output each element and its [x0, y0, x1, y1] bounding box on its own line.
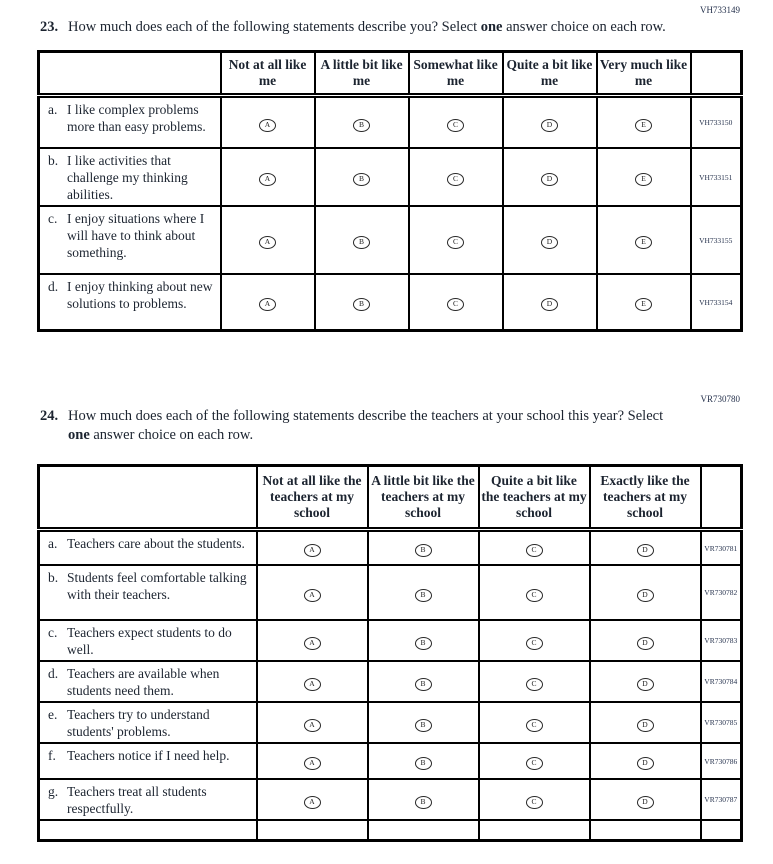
column-header-not-at-all: Not at all like the teachers at my school	[257, 465, 368, 529]
option-cell	[590, 702, 701, 743]
option-cell	[590, 779, 701, 820]
table-row	[39, 565, 742, 620]
option-cell	[479, 661, 590, 702]
option-cell	[315, 95, 409, 148]
row-code: VR730781	[701, 529, 742, 565]
answer-bubble-a[interactable]: A	[304, 544, 321, 557]
option-cell	[257, 702, 368, 743]
answer-bubble-c[interactable]: C	[526, 757, 543, 770]
question-number: 24.	[40, 407, 59, 424]
table-row	[39, 529, 742, 565]
answer-bubble-a[interactable]: A	[259, 173, 276, 186]
answer-bubble-b[interactable]: B	[415, 678, 432, 691]
row-code: VR730787	[701, 779, 742, 820]
accession-code-q23: VH733149	[700, 5, 740, 15]
statement-text: I enjoy thinking about new solutions to problems.	[67, 279, 213, 312]
answer-bubble-b[interactable]: B	[415, 796, 432, 809]
row-code: VR730784	[701, 661, 742, 702]
answer-bubble-b[interactable]: B	[415, 757, 432, 770]
option-cell	[479, 743, 590, 779]
question-23-prompt	[40, 18, 773, 37]
row-letter: c.	[48, 211, 58, 227]
row-code: VH733151	[691, 148, 742, 206]
statement-cell	[39, 95, 221, 148]
answer-bubble-c[interactable]: C	[526, 719, 543, 732]
answer-bubble-a[interactable]: A	[304, 589, 321, 602]
option-cell	[221, 206, 315, 274]
option-cell	[368, 661, 479, 702]
answer-bubble-b[interactable]: B	[415, 719, 432, 732]
row-code: VH733150	[691, 95, 742, 148]
answer-bubble-b[interactable]: B	[353, 236, 370, 249]
answer-bubble-b[interactable]: B	[353, 119, 370, 132]
answer-bubble-c[interactable]: C	[447, 236, 464, 249]
table-row	[39, 661, 742, 702]
option-cell	[597, 206, 691, 274]
row-letter: b.	[48, 153, 59, 169]
statement-text: Teachers treat all students respectfully.	[67, 784, 207, 817]
answer-bubble-a[interactable]: A	[304, 757, 321, 770]
option-cell	[257, 661, 368, 702]
answer-bubble-e[interactable]: E	[635, 119, 652, 132]
question-text	[68, 407, 668, 445]
answer-bubble-c[interactable]: C	[526, 678, 543, 691]
code-column-header	[701, 465, 742, 529]
answer-bubble-b[interactable]: B	[353, 173, 370, 186]
option-cell	[315, 206, 409, 274]
clipped-cell	[590, 820, 701, 840]
option-cell	[503, 95, 597, 148]
table-row	[39, 779, 742, 820]
answer-bubble-c[interactable]: C	[447, 173, 464, 186]
answer-bubble-b[interactable]: B	[415, 544, 432, 557]
option-cell	[368, 529, 479, 565]
clipped-cell	[257, 820, 368, 840]
option-cell	[257, 743, 368, 779]
question-text	[68, 18, 668, 37]
answer-bubble-d[interactable]: D	[541, 298, 558, 311]
option-cell	[257, 529, 368, 565]
row-letter: e.	[48, 707, 58, 723]
column-header-exactly-like: Exactly like the teachers at my school	[590, 465, 701, 529]
answer-bubble-a[interactable]: A	[304, 637, 321, 650]
statement-text: Students feel comfortable talking with their teachers.	[67, 570, 247, 603]
statement-cell	[39, 702, 257, 743]
table-row	[39, 148, 742, 206]
option-cell	[368, 702, 479, 743]
answer-bubble-b[interactable]: B	[353, 298, 370, 311]
answer-bubble-b[interactable]: B	[415, 589, 432, 602]
option-cell	[590, 565, 701, 620]
clipped-row	[39, 820, 742, 840]
column-header-not-at-all: Not at all like me	[221, 51, 315, 95]
option-cell	[315, 274, 409, 330]
answer-bubble-d[interactable]: D	[637, 637, 654, 650]
row-code: VR730783	[701, 620, 742, 661]
prompt-start: How much does each of the following statements describe the teachers at your school this year? Select	[68, 407, 664, 424]
row-letter: f.	[48, 748, 56, 764]
option-cell	[257, 779, 368, 820]
option-cell	[315, 148, 409, 206]
option-cell	[590, 620, 701, 661]
answer-bubble-d[interactable]: D	[541, 119, 558, 132]
answer-bubble-d[interactable]: D	[637, 796, 654, 809]
option-cell	[479, 529, 590, 565]
answer-bubble-d[interactable]: D	[541, 173, 558, 186]
prompt-bold: one	[68, 426, 90, 443]
clipped-cell	[479, 820, 590, 840]
statement-text: I like complex problems more than easy problems.	[67, 101, 206, 134]
answer-bubble-a[interactable]: A	[259, 298, 276, 311]
option-cell	[479, 620, 590, 661]
statement-text: Teachers are available when students need them.	[67, 666, 220, 699]
statement-cell	[39, 565, 257, 620]
row-letter: c.	[48, 625, 58, 641]
question-24-section	[0, 394, 773, 842]
answer-bubble-c[interactable]: C	[526, 637, 543, 650]
answer-bubble-c[interactable]: C	[526, 796, 543, 809]
answer-bubble-c[interactable]: C	[447, 298, 464, 311]
option-cell	[221, 148, 315, 206]
column-header-very-much: Very much like me	[597, 51, 691, 95]
column-header-quite-a-bit: Quite a bit like me	[503, 51, 597, 95]
statement-column-header	[39, 51, 221, 95]
statement-text: I enjoy situations where I will have to think about something.	[67, 211, 205, 261]
row-code: VR730782	[701, 565, 742, 620]
row-letter: g.	[48, 784, 59, 800]
question-24-prompt	[40, 407, 773, 445]
answer-bubble-e[interactable]: E	[635, 173, 652, 186]
answer-bubble-a[interactable]: A	[304, 678, 321, 691]
code-column-header	[691, 51, 742, 95]
accession-code-q24: VR730780	[700, 393, 740, 404]
column-header-a-little-bit: A little bit like me	[315, 51, 409, 95]
question-23-section	[0, 5, 773, 332]
option-cell	[221, 274, 315, 330]
statement-cell	[39, 148, 221, 206]
prompt-end: answer choice on each row.	[502, 19, 666, 35]
statement-cell	[39, 661, 257, 702]
option-cell	[503, 148, 597, 206]
answer-bubble-b[interactable]: B	[415, 637, 432, 650]
answer-bubble-d[interactable]: D	[637, 589, 654, 602]
answer-bubble-c[interactable]: C	[447, 119, 464, 132]
statement-cell	[39, 529, 257, 565]
option-cell	[479, 702, 590, 743]
header-row	[39, 51, 742, 95]
answer-bubble-d[interactable]: D	[637, 719, 654, 732]
option-cell	[409, 148, 503, 206]
option-cell	[479, 779, 590, 820]
statement-text: Teachers care about the students.	[67, 535, 245, 551]
statement-cell	[39, 779, 257, 820]
option-cell	[409, 95, 503, 148]
column-header-quite-a-bit: Quite a bit like the teachers at my school	[479, 465, 590, 529]
clipped-cell	[368, 820, 479, 840]
option-cell	[409, 274, 503, 330]
option-cell	[368, 565, 479, 620]
answer-bubble-a[interactable]: A	[304, 719, 321, 732]
row-letter: d.	[48, 666, 59, 682]
option-cell	[221, 95, 315, 148]
prompt-end: answer choice on each row.	[89, 426, 254, 443]
option-cell	[590, 743, 701, 779]
question-23-table	[37, 50, 743, 332]
statement-column-header	[39, 465, 257, 529]
statement-text: Teachers notice if I need help.	[67, 748, 230, 764]
row-code: VR730785	[701, 702, 742, 743]
row-letter: a.	[48, 535, 58, 551]
answer-bubble-c[interactable]: C	[526, 544, 543, 557]
option-cell	[479, 565, 590, 620]
statement-text: Teachers try to understand students' problems.	[67, 707, 210, 740]
table-row	[39, 95, 742, 148]
question-number: 23.	[40, 19, 59, 35]
statement-text: Teachers expect students to do well.	[67, 625, 232, 658]
statement-cell	[39, 620, 257, 661]
option-cell	[597, 148, 691, 206]
prompt-start: How much does each of the following statements describe you? Select	[68, 19, 481, 35]
table-row	[39, 206, 742, 274]
column-header-a-little-bit: A little bit like the teachers at my school	[368, 465, 479, 529]
option-cell	[503, 206, 597, 274]
option-cell	[503, 274, 597, 330]
statement-cell	[39, 743, 257, 779]
column-header-somewhat: Somewhat like me	[409, 51, 503, 95]
statement-text: I like activities that challenge my thinking abilities.	[67, 153, 188, 203]
option-cell	[597, 95, 691, 148]
statement-cell	[39, 274, 221, 330]
answer-bubble-d[interactable]: D	[637, 544, 654, 557]
answer-bubble-a[interactable]: A	[259, 236, 276, 249]
option-cell	[590, 529, 701, 565]
row-code: VH733154	[691, 274, 742, 330]
option-cell	[409, 206, 503, 274]
answer-bubble-d[interactable]: D	[637, 757, 654, 770]
row-letter: d.	[48, 279, 59, 295]
answer-bubble-a[interactable]: A	[304, 796, 321, 809]
prompt-bold: one	[480, 19, 503, 35]
option-cell	[257, 565, 368, 620]
answer-bubble-d[interactable]: D	[541, 236, 558, 249]
clipped-cell	[39, 820, 257, 840]
header-row	[39, 465, 742, 529]
question-24-table	[37, 464, 743, 842]
answer-bubble-c[interactable]: C	[526, 589, 543, 602]
row-code: VR730786	[701, 743, 742, 779]
answer-bubble-a[interactable]: A	[259, 119, 276, 132]
option-cell	[368, 779, 479, 820]
row-letter: b.	[48, 570, 59, 586]
answer-bubble-e[interactable]: E	[635, 236, 652, 249]
option-cell	[368, 743, 479, 779]
table-row	[39, 620, 742, 661]
answer-bubble-d[interactable]: D	[637, 678, 654, 691]
row-letter: a.	[48, 101, 58, 117]
table-row	[39, 702, 742, 743]
option-cell	[368, 620, 479, 661]
row-code: VH733155	[691, 206, 742, 274]
table-row	[39, 743, 742, 779]
option-cell	[257, 620, 368, 661]
statement-cell	[39, 206, 221, 274]
option-cell	[597, 274, 691, 330]
table-row	[39, 274, 742, 330]
answer-bubble-e[interactable]: E	[635, 298, 652, 311]
option-cell	[590, 661, 701, 702]
clipped-cell	[701, 820, 742, 840]
